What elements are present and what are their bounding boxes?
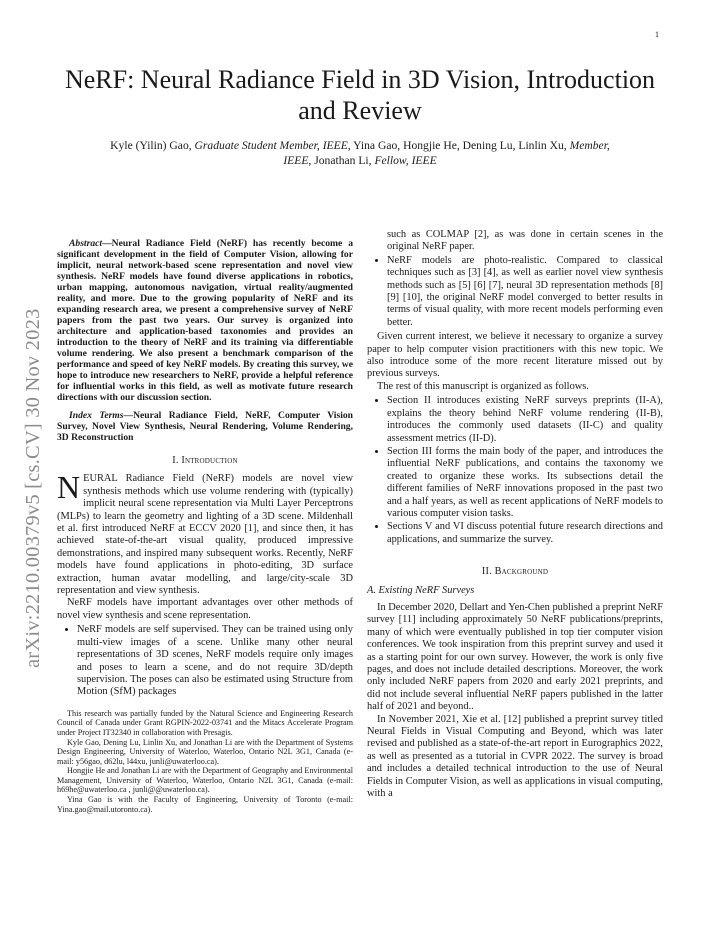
footnote-affiliation-2: Hongjie He and Jonathan Li are with the Department of Geography and Environmental Management, University of Waterloo, Waterloo, Ontario N2L 3G1, Canada (e-mail: h69he@uwaterloo.ca , junli@@uwaterloo.ca). — [57, 766, 353, 795]
footnote-affiliation-1: Kyle Gao, Dening Lu, Linlin Xu, and Jonathan Li are with the Department of Systems Design Engineering, University of Waterloo, Waterloo, Ontario N2L 3G1, Canada (e-mail: y56gao, d62lu, l44xu, junli@uwaterloo.ca). — [57, 737, 353, 766]
intro-paragraph-2: NeRF models have important advantages over other methods of novel view synthesis and scene representation. — [57, 597, 353, 621]
index-terms — [57, 410, 353, 443]
author-1-role: Graduate Student Member, IEEE, — [194, 139, 351, 152]
abstract — [57, 238, 353, 403]
subsection-heading: A. Existing NeRF Surveys — [367, 584, 475, 596]
body-paragraph: Given current interest, we believe it necessary to organize a survey paper to help computer vision practitioners with this new topic. We also introduce some of the more recent literature missed out by previous surveys. — [367, 331, 663, 380]
list-item: • Sections V and VI discuss potential future research directions and applications, and summarize the survey. — [387, 521, 663, 546]
drop-cap: N — [57, 469, 81, 506]
list-item: • Section II introduces existing NeRF surveys preprints (II-A), explains the theory behind NeRF volume rendering (II-B), introduces the commonly used datasets (II-C) and quality assessment metrics (II-D). — [387, 395, 663, 445]
paper-title: NeRF: Neural Radiance Field in 3D Vision, Introduction and Review — [64, 65, 656, 125]
footnotes — [57, 709, 353, 815]
advantages-list — [57, 624, 353, 698]
right-column — [367, 227, 663, 800]
advantages-list-continued — [367, 229, 663, 329]
abstract-label: Abstract — [69, 238, 103, 249]
author-2: Yina Gao, Hongjie He, Dening Lu, Linlin Xu, — [350, 139, 570, 152]
list-item: • Section III forms the main body of the paper, and introduces the influential NeRF publications, and contains the taxonomy we created to organize these works. Its subsections detail the different families of NeRF innovations proposed in the past two and a half years, as well as recent applications of NeRF models to various computer vision tasks. — [387, 446, 663, 520]
list-item: such as COLMAP [2], as was done in certain scenes in the original NeRF paper. — [387, 229, 663, 253]
author-2-role: Member, IEEE, — [283, 139, 610, 167]
page-number: 1 — [655, 30, 659, 39]
index-terms-label: Index Terms — [69, 410, 124, 421]
index-terms-text: —Neural Radiance Field, NeRF, Computer Vision Survey, Novel View Synthesis, Neural Rendering, Volume Rendering, 3D Reconstruction — [57, 410, 353, 443]
section-heading-introduction: I. Introduction — [172, 455, 238, 466]
body-paragraph: In November 2021, Xie et al. [12] published a preprint survey titled Neural Fields in Visual Computing and Beyond, which was later revised and published as a state-of-the-art report in Eurographics 2022, as well as presented as a tutorial in CVPR 2022. The survey is broad and includes a detailed technical introduction to the use of Neural Fields in Computer Vision, as well as applications in visual computing, with a — [367, 713, 663, 800]
arxiv-identifier: arXiv:2210.00379v5 [cs.CV] 30 Nov 2023 — [22, 308, 44, 668]
footnote-funding: This research was partially funded by the Natural Science and Engineering Research Council of Canada under Grant RGPIN-2022-03741 and the Mitacs Accelerate Program under Project IT32340 in collaboration with Presagis. — [57, 708, 353, 737]
author-3: Jonathan Li, — [311, 154, 375, 167]
intro-paragraph-1: NEURAL Radiance Field (NeRF) models are novel view synthesis methods which use volume rendering with (typically) implicit neural scene representation via Multi Layer Perceptrons (MLPs) to learn the geometry and lighting of a 3D scene. Mildenhall et al. first introduced NeRF at ECCV 2020 [1], and since then, it has achieved state-of-the-art visual quality, produced impressive demonstrations, and inspired many subsequent works. Recently, NeRF models have found applications in photo-editing, 3D surface extraction, human avatar modelling, and large/city-scale 3D representation and view synthesis. — [57, 469, 353, 597]
left-column — [57, 238, 353, 814]
body-paragraph: The rest of this manuscript is organized as follows. — [377, 380, 589, 392]
author-3-role: Fellow, IEEE — [374, 154, 437, 167]
footnote-affiliation-3: Yina Gao is with the Faculty of Engineering, University of Toronto (e-mail: Yina.gao@mail.utoronto.ca). — [57, 795, 353, 814]
abstract-text: —Neural Radiance Field (NeRF) has recently become a significant development in the field of Computer Vision, allowing for implicit, neural network-based scene representation and novel view synthesis. NeRF models have found diverse applications in robotics, urban mapping, autonomous navigation, virtual reality/augmented reality, and more. Due to the growing popularity of NeRF and its expanding research area, we present a comprehensive survey of NeRF papers from the past two years. Our survey is organized into architecture and application-based taxonomies and provides an introduction to the theory of NeRF and its training via differentiable volume rendering. We also present a benchmark comparison of the performance and speed of key NeRF models. By creating this survey, we hope to introduce new researchers to NeRF, provide a helpful reference for influential works in this field, as well as motivate future research directions with our discussion section. — [57, 238, 353, 403]
list-item: • NeRF models are photo-realistic. Compared to classical techniques such as [3] [4], as well as earlier novel view synthesis methods such as [5] [6] [7], neural 3D representation methods [8] [9] [10], the original NeRF model converged to better results in terms of visual quality, with more recent models performing even better. — [387, 255, 663, 329]
section-heading-background: II. Background — [481, 566, 549, 578]
author-1: Kyle (Yilin) Gao, — [110, 139, 195, 152]
organization-list — [367, 395, 663, 546]
author-list — [95, 138, 625, 168]
body-paragraph: In December 2020, Dellart and Yen-Chen published a preprint NeRF survey [11] including approximately 50 NeRF publications/preprints, many of which were eventually published in top tier computer vision conferences. We took inspiration from this preprint survey and used it as a starting point for our own survey. However, the work is only five pages, and does not include detailed descriptions. Moreover, the work only included NeRF papers from 2020 and early 2021 preprints, and did not include several influential NeRF papers published in the latter half of 2021 and beyond.. — [367, 601, 663, 713]
list-item: • NeRF models are self supervised. They can be trained using only multi-view images of a scene. Unlike many other neural representations of 3D scenes, NeRF models require only images and poses to learn a scene, and do not require 3D/depth supervision. The poses can also be estimated using Structure from Motion (SfM) packages — [77, 624, 353, 698]
